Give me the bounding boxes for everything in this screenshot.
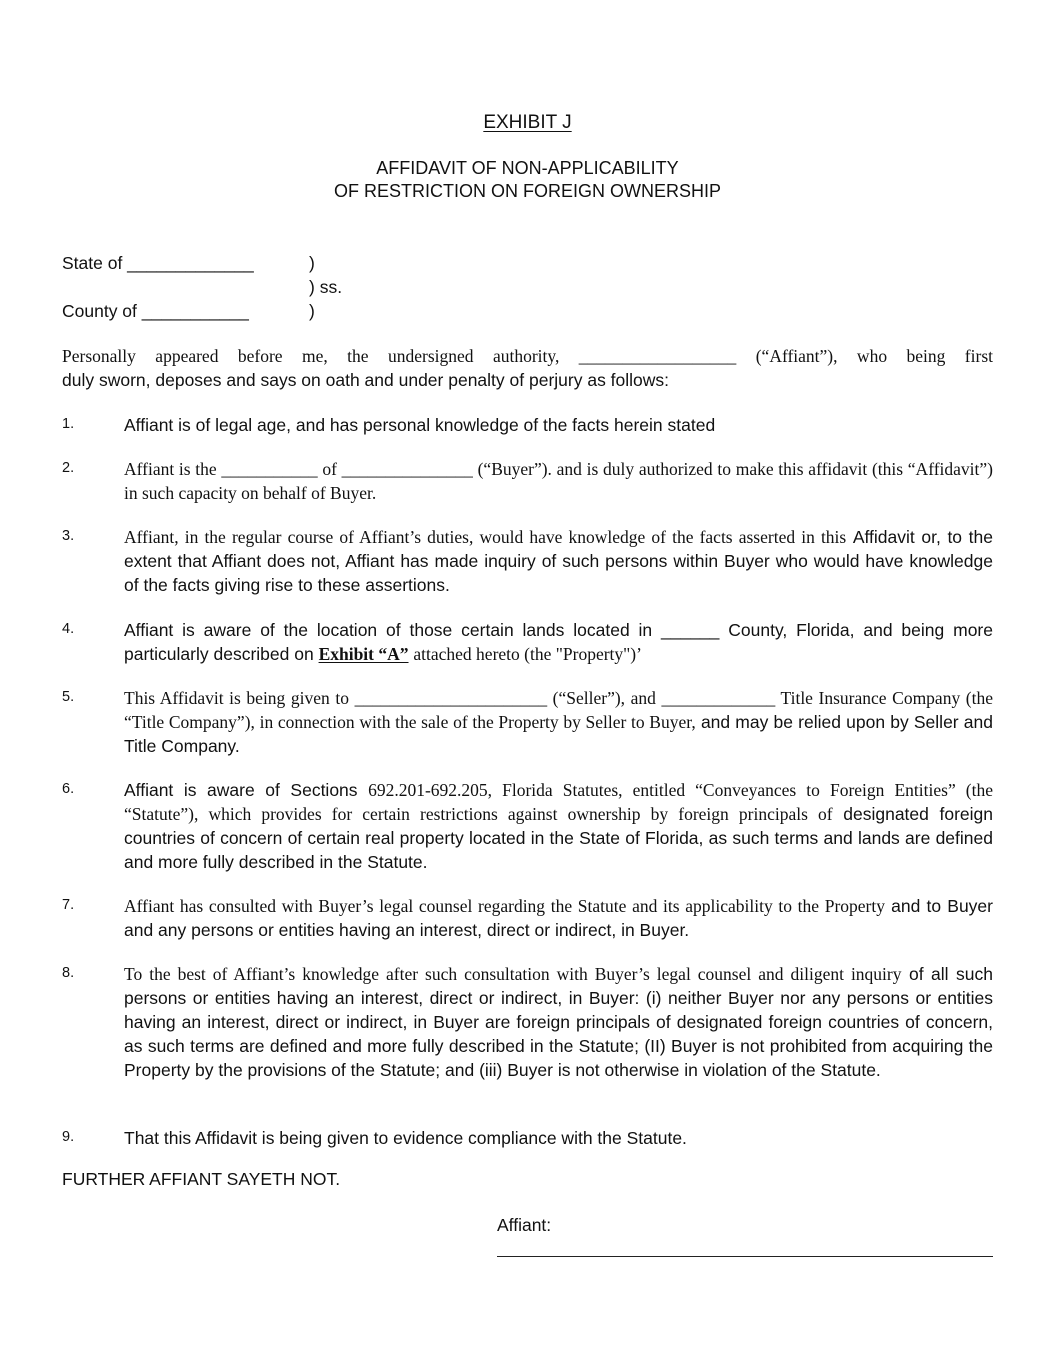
- county-of-line: County of ___________: [62, 301, 249, 321]
- list-item: [62, 894, 993, 942]
- item-text: That this Affidavit is being given to evidence compliance with the Statute.: [124, 1128, 687, 1148]
- list-item: [62, 618, 993, 666]
- item-text: [124, 525, 993, 597]
- list-item: [62, 457, 993, 505]
- venue-paren-bottom: ): [309, 301, 315, 321]
- affiant-signature-label: Affiant:: [497, 1215, 552, 1235]
- document-title: [0, 157, 1055, 203]
- exhibit-a-reference: Exhibit “A”: [318, 644, 409, 664]
- item-text: [124, 962, 993, 1082]
- item-text: [124, 778, 993, 874]
- item-text-sans: Affidavit or, to the extent that Affiant does not, Affiant has made inquiry of such persons within Buyer who would have knowledge of the facts giving rise to these assertions.: [124, 527, 993, 595]
- item-number: 3.: [62, 528, 75, 544]
- further-affiant-sayeth-not: FURTHER AFFIANT SAYETH NOT.: [62, 1169, 341, 1189]
- list-item: [62, 962, 993, 1082]
- state-of-line: State of _____________: [62, 253, 254, 273]
- list-item: [62, 778, 993, 874]
- intro-line-1: Personally appeared before me, the undersigned authority, __________________ (“Affiant”), who being first: [62, 346, 993, 366]
- item-text-serif: This Affidavit is being given to ______________________ (“Seller”), and _____________ Title Insurance Company (the “Title Company”), in connection with the sale of the Property by Seller to Buyer,: [124, 688, 993, 732]
- list-item: [62, 686, 993, 758]
- item-number: 7.: [62, 897, 75, 913]
- item-number: 2.: [62, 460, 75, 476]
- intro-line-2: duly sworn, deposes and says on oath and under penalty of perjury as follows:: [62, 370, 670, 390]
- item-text-sans: Affiant is aware of the location of those certain lands located in ______ County, Florida, and being more particularly described on: [124, 620, 993, 664]
- item-number: 1.: [62, 416, 75, 432]
- item-text-sans: designated foreign countries of concern of certain real property located in the State of Florida, as such terms and lands are defined and more fully described in the Statute.: [124, 804, 993, 872]
- item-text-serif: To the best of Affiant’s knowledge after such consultation with Buyer’s legal counsel and diligent inquiry: [124, 964, 902, 984]
- item-text: Affiant is the ___________ of _______________ (“Buyer”). and is duly authorized to make this affidavit (this “Affidavit”) in such capacity on behalf of Buyer.: [124, 459, 993, 503]
- list-item: [62, 413, 993, 437]
- item-text-sans: and may be relied upon by Seller and Title Company.: [124, 712, 993, 756]
- item-number: 5.: [62, 689, 75, 705]
- venue-paren-top: ): [309, 253, 315, 273]
- item-text-sans: Affiant is aware of Sections: [124, 780, 358, 800]
- affiant-signature-line: [497, 1256, 993, 1257]
- intro-paragraph: [62, 344, 993, 392]
- item-text-serif: attached hereto (the "Property")’: [413, 644, 642, 664]
- title-line-1: AFFIDAVIT OF NON-APPLICABILITY: [376, 158, 679, 178]
- item-text-sans: of all such persons or entities having an interest, direct or indirect, in Buyer: (i) neither Buyer nor any persons or entities having an interest, direct or indirect, in Buyer are foreign principals of designated foreign countries of concern, as such terms are defined and more fully described in the Statute; (II) Buyer is not prohibited from acquiring the Property by the provisions of the Statute; and (iii) Buyer is not otherwise in violation of the Statute.: [124, 964, 993, 1080]
- item-text-sans: and to Buyer and any persons or entities having an interest, direct or indirect, in Buyer.: [124, 896, 993, 940]
- item-text: [124, 618, 993, 666]
- item-text-serif: Affiant has consulted with Buyer’s legal counsel regarding the Statute and its applicability to the Property: [124, 896, 885, 916]
- item-number: 4.: [62, 621, 75, 637]
- exhibit-heading: EXHIBIT J: [483, 112, 572, 133]
- list-item: [62, 1126, 993, 1150]
- item-text: [124, 894, 993, 942]
- item-text: [124, 686, 993, 758]
- venue-ss: ) ss.: [309, 277, 343, 297]
- item-text-serif: 692.201-692.205, Florida Statutes, entitled “Conveyances to Foreign Entities” (the “Statute”), which provides for certain restrictions against ownership by foreign principals of: [124, 780, 993, 824]
- item-text-serif: Affiant, in the regular course of Affiant’s duties, would have knowledge of the facts asserted in this: [124, 527, 847, 547]
- title-line-2: OF RESTRICTION ON FOREIGN OWNERSHIP: [333, 181, 721, 201]
- list-item: [62, 525, 993, 597]
- item-number: 8.: [62, 965, 75, 981]
- item-text: Affiant is of legal age, and has personal knowledge of the facts herein stated: [124, 415, 716, 435]
- item-number: 6.: [62, 781, 75, 797]
- item-number: 9.: [62, 1129, 75, 1145]
